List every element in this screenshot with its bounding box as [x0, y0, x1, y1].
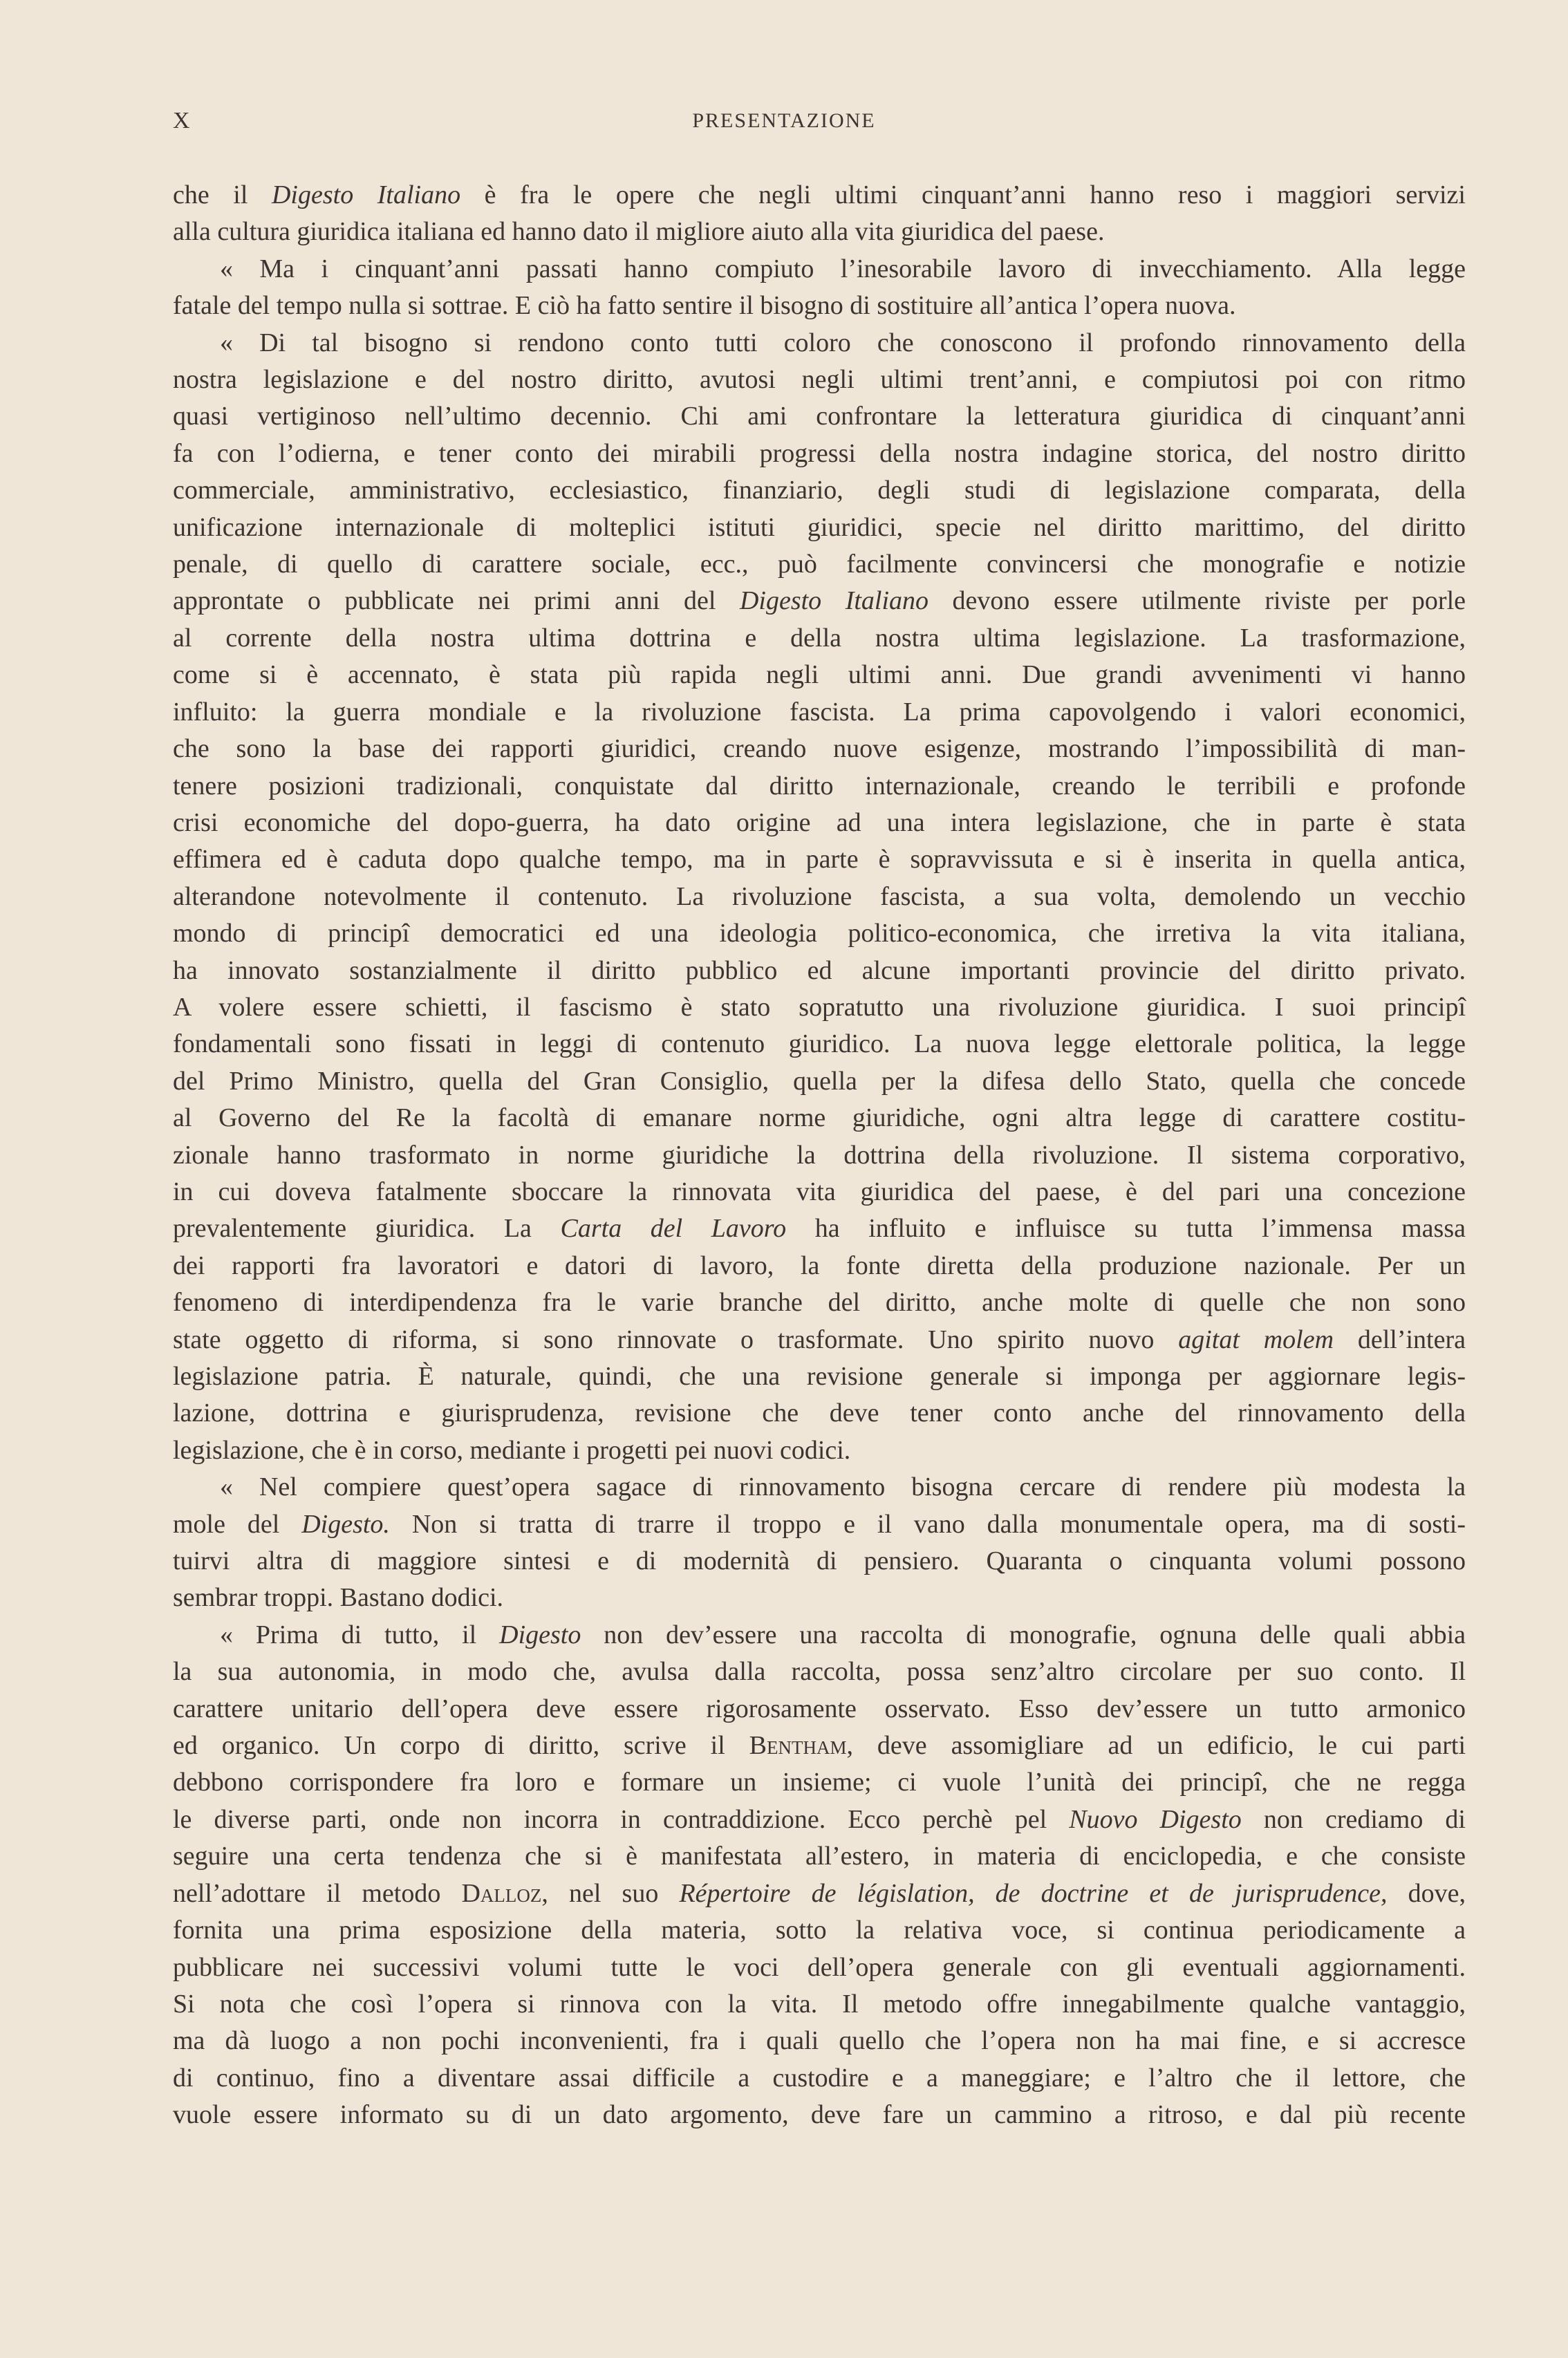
- text-line: [173, 1728, 1466, 1764]
- text-segment: che sono la base dei rapporti giuridici, creando nuove esigenze, mostrando l’impossibilità di man-: [173, 734, 1466, 764]
- text-segment: fatale del tempo nulla si sottrae. E ciò ha fatto sentire il bisogno di sostituire all’antica l’opera nuova.: [173, 291, 1236, 321]
- text-line: [173, 915, 1466, 952]
- text-line: [173, 768, 1466, 805]
- text-segment: ed organico. Un corpo di diritto, scrive il: [173, 1731, 749, 1761]
- text-line: [173, 2060, 1466, 2097]
- text-segment: A volere essere schietti, il fascismo è stato sopratutto una rivoluzione giuridica. I suoi principî: [173, 992, 1466, 1022]
- text-segment: lazione, dottrina e giurisprudenza, revisione che deve tener conto anche del rinnovamento della: [173, 1398, 1466, 1428]
- text-segment: « Ma i cinquant’anni passati hanno compiuto l’inesorabile lavoro di invecchiamento. Alla legge: [220, 254, 1466, 283]
- text-segment: ha influito e influisce su tutta l’immensa massa: [786, 1214, 1466, 1244]
- text-line: [173, 2023, 1466, 2059]
- text-line: [173, 1986, 1466, 2023]
- text-line: [173, 1063, 1466, 1100]
- text-segment: di continuo, fino a diventare assai difficile a custodire e a maneggiare; e l’altro che il lettore, che: [173, 2063, 1466, 2093]
- small-caps-name: Dalloz,: [461, 1878, 548, 1908]
- italic-text: Digesto Italiano: [739, 586, 929, 616]
- text-line: [173, 694, 1466, 731]
- italic-text: Répertoire de législation, de doctrine et de jurisprudence,: [679, 1878, 1388, 1908]
- text-segment: dei rapporti fra lavoratori e datori di lavoro, la fonte diretta della produzione nazionale. Per un: [173, 1251, 1466, 1280]
- text-line: [173, 1580, 1466, 1616]
- text-line: [173, 1469, 1466, 1506]
- text-segment: zionale hanno trasformato in norme giuridiche la dottrina della rivoluzione. Il sistema corporativo,: [173, 1140, 1466, 1170]
- text-segment: mondo di principî democratici ed una ideologia politico-economica, che irretiva la vita italiana,: [173, 919, 1466, 948]
- text-segment: approntate o pubblicate nei primi anni del: [173, 586, 740, 616]
- italic-text: Digesto Italiano: [271, 180, 461, 209]
- text-line: [173, 1506, 1466, 1543]
- text-segment: mole del: [173, 1509, 302, 1539]
- text-segment: ma dà luogo a non pochi inconvenienti, fra i quali quello che l’opera non ha mai fine, e si accresce: [173, 2026, 1466, 2056]
- text-line: [173, 2097, 1466, 2133]
- text-line: [173, 1210, 1466, 1247]
- text-line: [173, 953, 1466, 989]
- italic-text: Nuovo Digesto: [1069, 1804, 1242, 1834]
- text-segment: le diverse parti, onde non incorra in contraddizione. Ecco perchè pel: [173, 1804, 1070, 1834]
- page-number: X: [173, 108, 190, 133]
- text-segment: commerciale, amministrativo, ecclesiastico, finanziario, degli studi di legislazione comparata, della: [173, 476, 1466, 505]
- text-line: [173, 1949, 1466, 1986]
- italic-text: Digesto: [499, 1620, 581, 1649]
- text-line: [173, 251, 1466, 288]
- text-segment: vuole essere informato su di un dato argomento, deve fare un cammino a ritroso, e dal più recente: [173, 2100, 1466, 2130]
- text-segment: dell’intera: [1334, 1325, 1466, 1354]
- text-segment: tenere posizioni tradizionali, conquistate dal diritto internazionale, creando le terribili e profonde: [173, 771, 1466, 801]
- text-line: [173, 214, 1466, 250]
- text-segment: al corrente della nostra ultima dottrina e della nostra ultima legislazione. La trasformazione,: [173, 623, 1466, 653]
- text-segment: fenomeno di interdipendenza fra le varie branche del diritto, anche molte di quelle che non sono: [173, 1288, 1466, 1318]
- text-segment: non dev’essere una raccolta di monografie, ognuna delle quali abbia: [581, 1620, 1466, 1649]
- text-segment: nel suo: [548, 1878, 680, 1908]
- italic-text: Digesto.: [301, 1509, 390, 1539]
- text-line: [173, 1654, 1466, 1690]
- text-line: [173, 1358, 1466, 1395]
- text-line: [173, 1248, 1466, 1284]
- text-line: [173, 1026, 1466, 1063]
- text-line: [173, 731, 1466, 767]
- text-line: [173, 509, 1466, 546]
- text-segment: « Prima di tutto, il: [220, 1620, 500, 1649]
- italic-text: Carta del Lavoro: [560, 1214, 787, 1244]
- text-line: [173, 1100, 1466, 1136]
- text-segment: non crediamo di: [1241, 1804, 1466, 1834]
- text-line: [173, 1137, 1466, 1174]
- text-segment: Non si tratta di trarre il troppo e il vano dalla monumentale opera, ma di sosti-: [389, 1509, 1466, 1539]
- text-segment: è fra le opere che negli ultimi cinquant’anni hanno reso i maggiori servizi: [460, 180, 1466, 209]
- text-segment: debbono corrispondere fra loro e formare un insieme; ci vuole l’unità dei principî, che ne regga: [173, 1768, 1466, 1797]
- text-segment: dove,: [1387, 1878, 1466, 1908]
- text-line: [173, 989, 1466, 1026]
- text-segment: Si nota che così l’opera si rinnova con la vita. Il metodo offre innegabilmente qualche vantaggio,: [173, 1989, 1466, 2019]
- text-segment: fornita una prima esposizione della materia, sotto la relativa voce, si continua periodicamente a: [173, 1916, 1466, 1945]
- text-line: [173, 177, 1466, 214]
- page-body: [173, 177, 1466, 2134]
- text-segment: prevalentemente giuridica. La: [173, 1214, 561, 1244]
- running-title: PRESENTAZIONE: [692, 109, 876, 132]
- text-segment: « Di tal bisogno si rendono conto tutti coloro che conoscono il profondo rinnovamento della: [220, 328, 1466, 357]
- text-line: [173, 1875, 1466, 1912]
- text-line: [173, 436, 1466, 472]
- text-line: [173, 1174, 1466, 1210]
- text-segment: penale, di quello di carattere sociale, ecc., può facilmente convincersi che monografie e notizie: [173, 550, 1466, 579]
- text-segment: come si è accennato, è stata più rapida negli ultimi anni. Due grandi avvenimenti vi hanno: [173, 660, 1466, 690]
- text-line: [173, 288, 1466, 324]
- text-segment: fondamentali sono fissati in leggi di contenuto giuridico. La nuova legge elettorale politica, la legge: [173, 1029, 1466, 1059]
- text-line: [173, 362, 1466, 398]
- text-line: [173, 1802, 1466, 1838]
- text-line: [173, 1284, 1466, 1321]
- text-segment: alla cultura giuridica italiana ed hanno dato il migliore aiuto alla vita giuridica del paese.: [173, 217, 1105, 247]
- small-caps-name: Bentham,: [749, 1731, 854, 1761]
- text-line: [173, 1764, 1466, 1801]
- text-line: [173, 583, 1466, 619]
- text-line: [173, 657, 1466, 693]
- text-segment: unificazione internazionale di molteplici istituti giuridici, specie nel diritto marittimo, del diritto: [173, 512, 1466, 542]
- text-segment: quasi vertiginoso nell’ultimo decennio. Chi ami confrontare la letteratura giuridica di cinquant’anni: [173, 402, 1466, 431]
- text-line: [173, 472, 1466, 509]
- text-segment: « Nel compiere quest’opera sagace di rinnovamento bisogna cercare di rendere più modesta la: [220, 1472, 1466, 1502]
- text-line: [173, 841, 1466, 878]
- text-line: [173, 1912, 1466, 1949]
- text-segment: alterandone notevolmente il contenuto. La rivoluzione fascista, a sua volta, demolendo un vecchio: [173, 881, 1466, 911]
- text-segment: devono essere utilmente riviste per porle: [928, 586, 1466, 616]
- text-segment: legislazione, che è in corso, mediante i progetti pei nuovi codici.: [173, 1435, 851, 1465]
- text-line: [173, 398, 1466, 435]
- text-segment: del Primo Ministro, quella del Gran Consiglio, quella per la difesa dello Stato, quella che concede: [173, 1066, 1466, 1096]
- text-segment: state oggetto di riforma, si sono rinnovate o trasformate. Uno spirito nuovo: [173, 1325, 1179, 1354]
- text-line: [173, 1432, 1466, 1469]
- text-segment: nell’adottare il metodo: [173, 1878, 462, 1908]
- text-segment: effimera ed è caduta dopo qualche tempo, ma in parte è sopravvissuta e si è inserita in quella antica,: [173, 845, 1466, 874]
- text-line: [173, 1691, 1466, 1728]
- text-line: [173, 1838, 1466, 1875]
- text-line: [173, 805, 1466, 841]
- text-line: [173, 325, 1466, 362]
- italic-text: agitat molem: [1178, 1325, 1334, 1354]
- text-line: [173, 879, 1466, 915]
- text-segment: ha innovato sostanzialmente il diritto pubblico ed alcune importanti provincie del diritto privato.: [173, 955, 1466, 985]
- text-line: [173, 1543, 1466, 1580]
- text-line: [173, 620, 1466, 657]
- text-line: [173, 1395, 1466, 1432]
- text-segment: sembrar troppi. Bastano dodici.: [173, 1583, 504, 1613]
- text-segment: tuirvi altra di maggiore sintesi e di modernità di pensiero. Quaranta o cinquanta volumi possono: [173, 1546, 1466, 1576]
- text-segment: influito: la guerra mondiale e la rivoluzione fascista. La prima capovolgendo i valori economici,: [173, 697, 1466, 727]
- text-segment: al Governo del Re la facoltà di emanare norme giuridiche, ogni altra legge di carattere costitu-: [173, 1103, 1466, 1133]
- text-segment: crisi economiche del dopo-guerra, ha dato origine ad una intera legislazione, che in parte è stata: [173, 807, 1466, 837]
- text-segment: legislazione patria. È naturale, quindi, che una revisione generale si imponga per aggiornare legis-: [173, 1362, 1466, 1391]
- text-segment: carattere unitario dell’opera deve essere rigorosamente osservato. Esso dev’essere un tutto armonico: [173, 1694, 1466, 1723]
- text-line: [173, 1322, 1466, 1358]
- text-segment: in cui doveva fatalmente sboccare la rinnovata vita giuridica del paese, è del pari una concezione: [173, 1177, 1466, 1206]
- text-segment: la sua autonomia, in modo che, avulsa dalla raccolta, possa senz’altro circolare per suo conto. Il: [173, 1657, 1466, 1687]
- text-line: [173, 546, 1466, 583]
- text-segment: fa con l’odierna, e tener conto dei mirabili progressi della nostra indagine storica, del nostro diritto: [173, 438, 1466, 468]
- text-segment: seguire una certa tendenza che si è manifestata all’estero, in materia di enciclopedia, e che consiste: [173, 1842, 1466, 1871]
- text-segment: che il: [173, 180, 272, 209]
- text-segment: nostra legislazione e del nostro diritto, avutosi negli ultimi trent’anni, e compiutosi poi con ritmo: [173, 365, 1466, 395]
- text-segment: pubblicare nei successivi volumi tutte le voci dell’opera generale con gli eventuali aggiornamenti.: [173, 1952, 1466, 1982]
- text-segment: deve assomigliare ad un edificio, le cui parti: [853, 1731, 1466, 1761]
- text-line: [173, 1617, 1466, 1654]
